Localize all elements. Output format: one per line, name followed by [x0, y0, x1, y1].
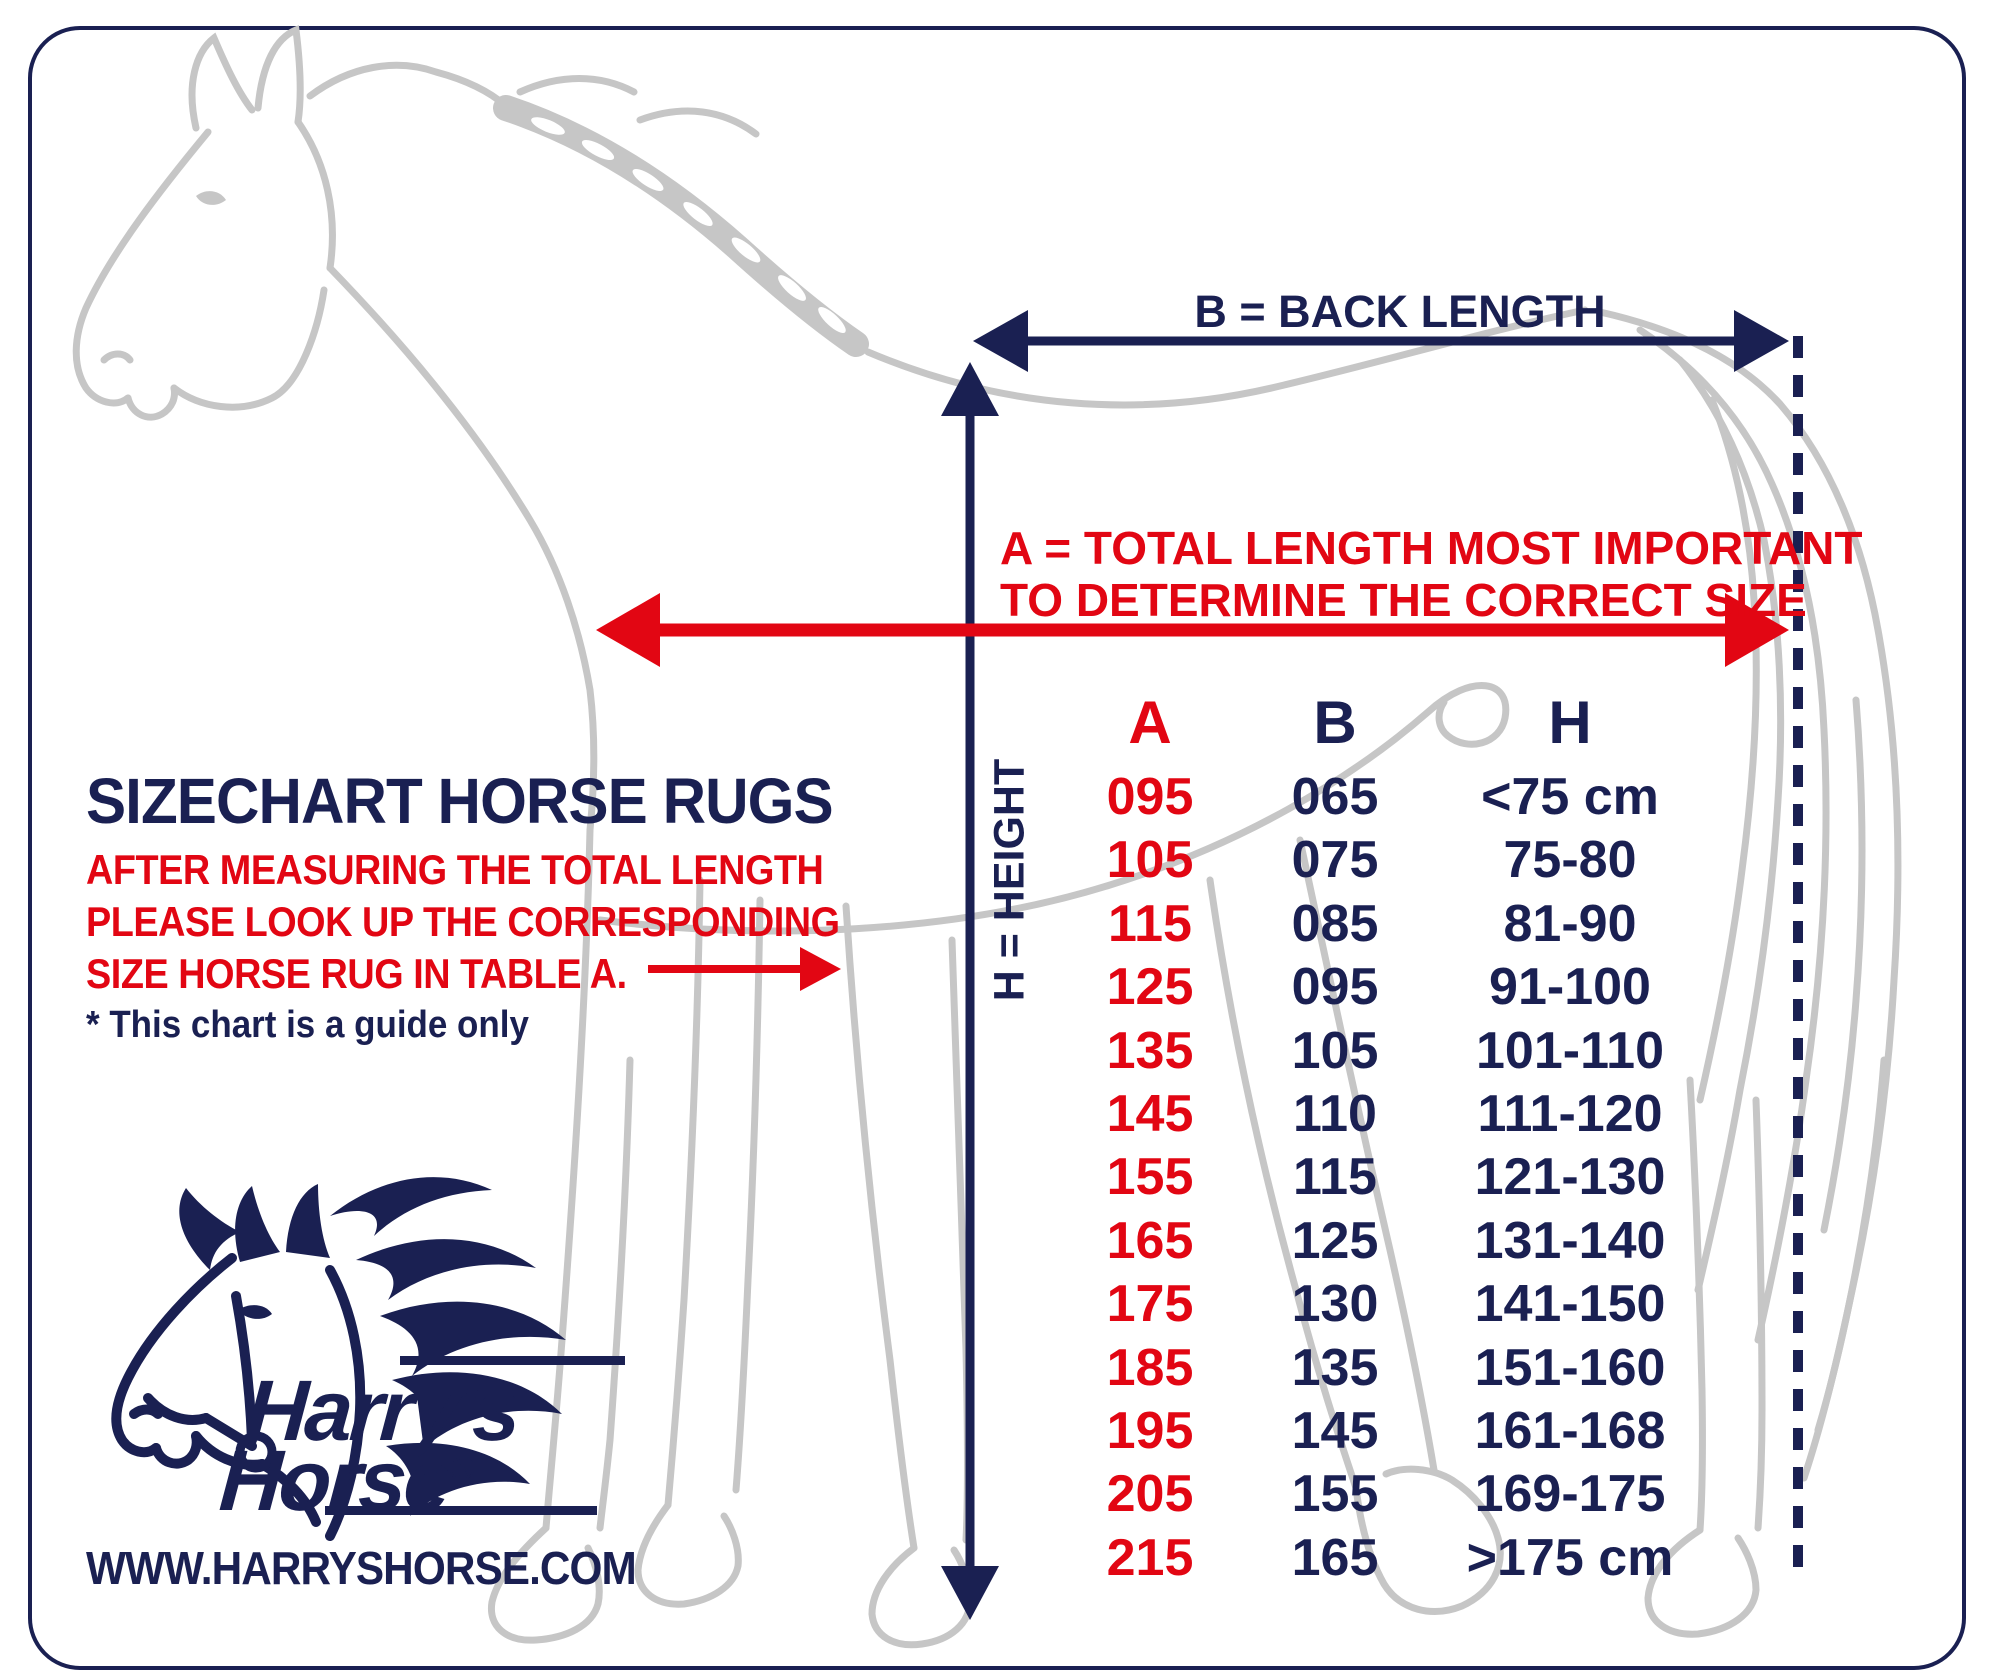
cell-h: 141-150 [1474, 1275, 1666, 1334]
cell-b: 110 [1293, 1084, 1377, 1143]
total-length-label-line2: TO DETERMINE THE CORRECT SIZE [1000, 574, 1807, 626]
column-header-b: B [1313, 689, 1357, 756]
website-url: WWW.HARRYSHORSE.COM [86, 1542, 636, 1594]
cell-b: 065 [1291, 768, 1379, 826]
logo-wordmark-line1: Harry's [242, 1363, 522, 1459]
disclaimer-note: * This chart is a guide only [86, 1004, 529, 1046]
table-row [1020, 1146, 1800, 1209]
cell-a: 155 [1106, 1148, 1194, 1207]
cell-b: 145 [1291, 1401, 1379, 1460]
column-header-a: A [1128, 689, 1172, 756]
cell-a: 135 [1106, 1021, 1194, 1080]
table-row [1020, 1210, 1800, 1273]
cell-b: 085 [1291, 894, 1379, 953]
cell-h: >175 cm [1466, 1528, 1674, 1587]
cell-b: 125 [1291, 1211, 1379, 1270]
table-row [1020, 1020, 1800, 1083]
table-row [1020, 893, 1800, 956]
cell-b: 105 [1291, 1021, 1379, 1080]
table-header-row [1020, 688, 1800, 758]
size-table [1020, 688, 1800, 1590]
height-label: H = HEIGHT [985, 758, 1034, 1002]
table-row [1020, 1400, 1800, 1463]
cell-a: 115 [1108, 894, 1192, 953]
pointer-arrow-icon [648, 947, 841, 991]
cell-h: 169-175 [1474, 1465, 1666, 1524]
cell-a: 125 [1106, 958, 1194, 1017]
cell-h: 161-168 [1474, 1401, 1666, 1460]
mane-braid-art [506, 108, 856, 344]
table-row [1020, 1463, 1800, 1526]
logo-horse-text: Horse [216, 1433, 453, 1529]
logo-wordmark-line2 [217, 1432, 478, 1531]
cell-a: 175 [1106, 1275, 1194, 1334]
table-row [1020, 1527, 1800, 1590]
table-row [1020, 829, 1800, 892]
cell-h: 151-160 [1474, 1338, 1666, 1397]
cell-a: 205 [1106, 1465, 1194, 1524]
cell-h: 111-120 [1477, 1084, 1663, 1143]
cell-a: 185 [1106, 1338, 1194, 1397]
column-header-h: H [1548, 689, 1592, 756]
cell-a: 095 [1106, 768, 1194, 826]
cell-b: 130 [1291, 1275, 1379, 1334]
cell-h: 121-130 [1474, 1148, 1666, 1207]
cell-b: 135 [1291, 1338, 1379, 1397]
cell-b: 155 [1291, 1465, 1379, 1524]
instruction-line-3: SIZE HORSE RUG IN TABLE A. [86, 950, 627, 997]
table-row [1020, 1337, 1800, 1400]
instruction-line-2: PLEASE LOOK UP THE CORRESPONDING [86, 898, 840, 945]
cell-a: 105 [1106, 831, 1194, 890]
cell-b: 095 [1291, 958, 1379, 1017]
cell-a: 145 [1106, 1084, 1194, 1143]
table-row [1020, 1273, 1800, 1336]
cell-b: 165 [1291, 1528, 1379, 1587]
cell-a: 165 [1106, 1211, 1194, 1270]
cell-h: 75-80 [1503, 831, 1637, 890]
cell-b: 115 [1293, 1148, 1377, 1207]
cell-a: 215 [1106, 1528, 1194, 1587]
cell-a: 195 [1106, 1401, 1194, 1460]
cell-h: 101-110 [1476, 1021, 1664, 1080]
table-row [1020, 766, 1800, 829]
cell-h: 81-90 [1503, 894, 1637, 953]
total-length-label-line1: A = TOTAL LENGTH MOST IMPORTANT [1000, 522, 1863, 574]
page-title: SIZECHART HORSE RUGS [86, 765, 833, 837]
cell-h: 91-100 [1489, 958, 1651, 1017]
cell-h: <75 cm [1481, 768, 1659, 826]
instruction-line-1: AFTER MEASURING THE TOTAL LENGTH [86, 846, 824, 893]
cell-h: 131-140 [1474, 1211, 1666, 1270]
table-row [1020, 956, 1800, 1019]
table-row [1020, 1083, 1800, 1146]
back-length-label: B = BACK LENGTH [1194, 286, 1606, 337]
cell-b: 075 [1291, 831, 1379, 890]
registered-mark: ® [448, 1450, 477, 1489]
